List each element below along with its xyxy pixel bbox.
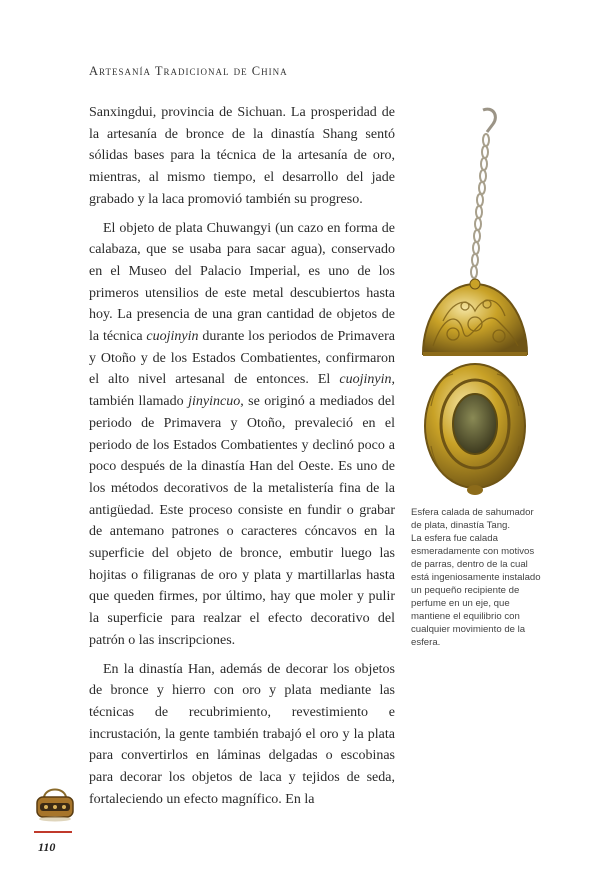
- body-text: [89, 102, 395, 811]
- page-number: 110: [38, 840, 56, 854]
- figure-caption: [411, 506, 546, 649]
- caption-title: Esfera calada de sahumador de plata, dinastía Tang.: [411, 507, 534, 531]
- running-head: Artesanía Tradicional de China: [89, 64, 288, 78]
- incense-ball-image: [413, 106, 533, 501]
- lacquer-box-icon: [34, 785, 76, 823]
- paragraph-3: En la dinastía Han, además de decorar los objetos de bronce y hierro con oro y plata mediante las técnicas de recubrimiento, revestimiento e incrustación, la gente también trabajó el oro y la plata para convertirlos en láminas delgadas o escobinas para decorar los objetos de laca y tejidos de seda, fortaleciendo un efecto magnífico. En la: [89, 661, 395, 807]
- caption-text: La esfera fue calada esmeradamente con motivos de parras, dentro de la cual está ingeniosamente instalado un pequeño recipiente de perfume en un eje, que mantiene el equilibrio con cualquier movimiento de la esfera.: [411, 533, 541, 648]
- paragraph-2: El objeto de plata Chuwangyi (un cazo en forma de calabaza, que se usaba para sacar agua), conservado en el Museo del Palacio Imperial, es uno de los primeros utensilios de este metal descubiertos hasta hoy. La presencia de una gran cantidad de objetos de la técnica cuojinyin durante los periodos de Primavera y Otoño y de los Estados Combatientes, confirmaron el alto nivel artesanal de entonces. El cuojinyin, también llamado jinyincuo, se originó a mediados del periodo de Primavera y Otoño, prevaleció en el periodo de los Estados Combatientes y declinó poco a poco después de la dinastía Han del Oeste. Es uno de los métodos decorativos de la metalistería fina de la antigüedad. Este proceso consiste en fundir o grabar de antemano patrones o caracteres cóncavos en la superficie del objeto de bronce, embutir luego las hojitas o filigranas de oro y plata y martillarlas hasta que queden firmes, por último, hay que moler y pulir la superficie para realzar el efecto decorativo del patrón o las inscripciones.: [89, 220, 396, 648]
- paragraph-1: Sanxingdui, provincia de Sichuan. La prosperidad de la artesanía de bronce de la dinastía Shang sentó sólidas bases para la técnica de la artesanía de oro, mientras, al mismo tiempo, el desarrollo del jade grabado y la laca promovió también su progreso.: [89, 105, 395, 207]
- footer-rule: [34, 831, 72, 833]
